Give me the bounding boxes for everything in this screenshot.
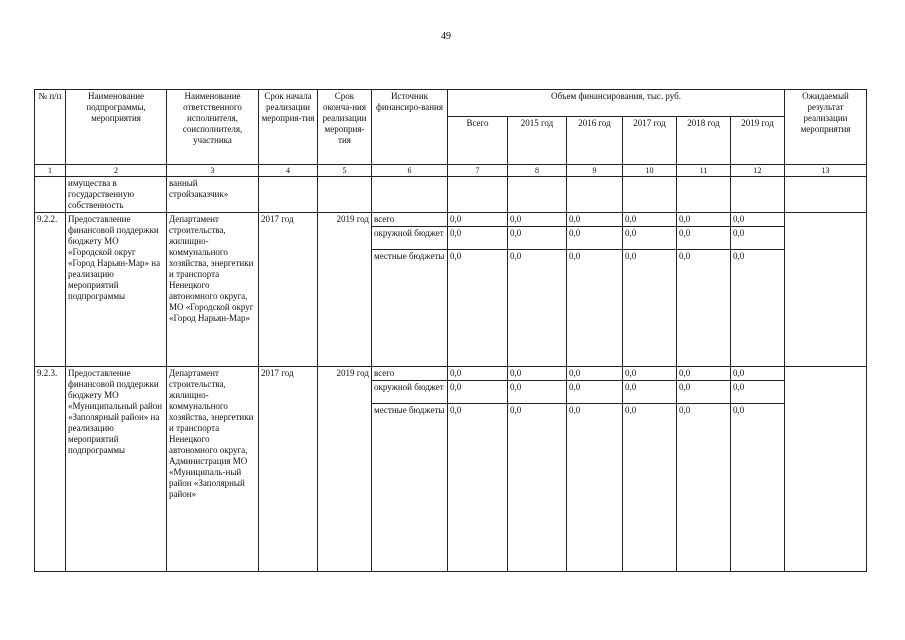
value-cell: 0,0: [448, 404, 508, 572]
row-responsible: Департамент строительства, жилищно-коммунального хозяйства, энергетики и транспорта Ненецкого автономного округа, Администрация МО «Муниципаль-ный район «Заполярный район»: [167, 367, 259, 572]
source-label: окружной бюджет: [372, 227, 448, 250]
header-source: Источник финансиро-вания: [372, 90, 448, 165]
value-cell: 0,0: [567, 381, 623, 404]
page-number: 49: [441, 31, 451, 42]
value-cell: 0,0: [508, 227, 567, 250]
value-cell: 0,0: [731, 227, 785, 250]
value-cell: 0,0: [508, 381, 567, 404]
header-2019: 2019 год: [731, 117, 785, 165]
value-cell: 0,0: [677, 250, 731, 367]
value-cell: 0,0: [677, 404, 731, 572]
table-row: [35, 367, 867, 381]
header-end: Срок оконча-ния реализации мероприя-тия: [318, 90, 372, 165]
value-cell: 0,0: [567, 404, 623, 572]
source-label: местные бюджеты: [372, 404, 448, 572]
value-cell: 0,0: [508, 404, 567, 572]
col-index: 3: [167, 165, 259, 177]
col-index: 10: [623, 165, 677, 177]
source-label: окружной бюджет: [372, 381, 448, 404]
value-cell: 0,0: [677, 381, 731, 404]
value-cell: 0,0: [731, 367, 785, 381]
row-end: 2019 год: [318, 367, 372, 572]
header-num: № п/п: [35, 90, 66, 165]
value-cell: 0,0: [448, 227, 508, 250]
value-cell: 0,0: [623, 250, 677, 367]
header-start: Срок начала реализации мероприя-тия: [259, 90, 318, 165]
value-cell: 0,0: [567, 367, 623, 381]
value-cell: 0,0: [508, 367, 567, 381]
value-cell: 0,0: [623, 227, 677, 250]
cont-name: имущества в государственную собственность: [66, 177, 167, 213]
row-name: Предоставление финансовой поддержки бюджету МО «Городской округ «Город Нарьян-Мар» на реализацию мероприятий подпрограммы: [66, 213, 167, 367]
value-cell: 0,0: [508, 250, 567, 367]
header-funding-group: Объем финансирования, тыс. руб.: [448, 90, 785, 117]
col-index: 9: [567, 165, 623, 177]
col-index: 12: [731, 165, 785, 177]
col-index: 11: [677, 165, 731, 177]
source-label: всего: [372, 367, 448, 381]
value-cell: 0,0: [448, 213, 508, 227]
row-num: 9.2.2.: [35, 213, 66, 367]
value-cell: 0,0: [731, 381, 785, 404]
col-index: 7: [448, 165, 508, 177]
value-cell: 0,0: [508, 213, 567, 227]
row-start: 2017 год: [259, 213, 318, 367]
row-result: [785, 213, 867, 367]
cont-responsible: ванный стройзаказчик»: [167, 177, 259, 213]
col-index: 13: [785, 165, 867, 177]
header-name: Наименование подпрограммы, мероприятия: [66, 90, 167, 165]
table-row: [35, 177, 867, 213]
funding-table: [34, 89, 867, 572]
value-cell: 0,0: [623, 367, 677, 381]
header-2016: 2016 год: [567, 117, 623, 165]
column-index-row: [35, 165, 867, 177]
value-cell: 0,0: [623, 404, 677, 572]
row-start: 2017 год: [259, 367, 318, 572]
value-cell: 0,0: [567, 213, 623, 227]
value-cell: 0,0: [677, 213, 731, 227]
col-index: 6: [372, 165, 448, 177]
value-cell: 0,0: [448, 250, 508, 367]
row-responsible: Департамент строительства, жилищно-коммунального хозяйства, энергетики и транспорта Ненецкого автономного округа, МО «Городской округ «Город Нарьян-Мар»: [167, 213, 259, 367]
header-result: Ожидаемый результат реализации мероприятия: [785, 90, 867, 165]
col-index: 5: [318, 165, 372, 177]
col-index: 2: [66, 165, 167, 177]
row-num: 9.2.3.: [35, 367, 66, 572]
col-index: 8: [508, 165, 567, 177]
row-end: 2019 год: [318, 213, 372, 367]
table-row: [35, 213, 867, 227]
value-cell: 0,0: [567, 227, 623, 250]
row-name: Предоставление финансовой поддержки бюджету МО «Муниципальный район «Заполярный район» на реализацию мероприятий подпрограммы: [66, 367, 167, 572]
col-index: 1: [35, 165, 66, 177]
header-2018: 2018 год: [677, 117, 731, 165]
source-label: местные бюджеты: [372, 250, 448, 367]
value-cell: 0,0: [623, 213, 677, 227]
value-cell: 0,0: [731, 404, 785, 572]
value-cell: 0,0: [731, 250, 785, 367]
header-total: Всего: [448, 117, 508, 165]
header-responsible: Наименование ответственного исполнителя, соисполнителя, участника: [167, 90, 259, 165]
header-2015: 2015 год: [508, 117, 567, 165]
value-cell: 0,0: [567, 250, 623, 367]
value-cell: 0,0: [448, 367, 508, 381]
row-result: [785, 367, 867, 572]
source-label: всего: [372, 213, 448, 227]
value-cell: 0,0: [677, 227, 731, 250]
value-cell: 0,0: [731, 213, 785, 227]
header-2017: 2017 год: [623, 117, 677, 165]
value-cell: 0,0: [448, 381, 508, 404]
col-index: 4: [259, 165, 318, 177]
value-cell: 0,0: [677, 367, 731, 381]
value-cell: 0,0: [623, 381, 677, 404]
